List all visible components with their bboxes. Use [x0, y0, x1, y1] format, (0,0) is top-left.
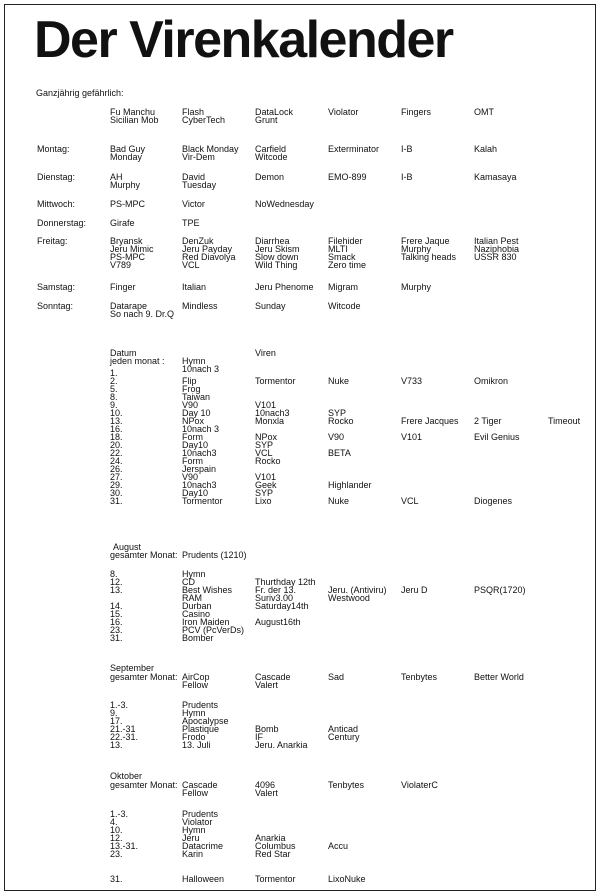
weekday-label: Sonntag: — [37, 301, 74, 311]
virus-name: Red Diavolya — [182, 252, 236, 262]
whole-month-value: Prudents (1210) — [182, 550, 247, 560]
virus-name: Bomber — [182, 633, 214, 643]
month-name: Oktober — [110, 771, 143, 781]
virus-name: Frog — [182, 384, 201, 394]
weekday-label: Mittwoch: — [37, 199, 76, 209]
virus-name: Witcode — [255, 152, 288, 162]
virus-name: 10nach3 — [255, 408, 290, 418]
virus-name: Evil Genius — [474, 432, 520, 442]
virus-name: Witcode — [328, 301, 361, 311]
whole-month-label: gesamter Monat: — [110, 780, 178, 790]
virus-name: Jeru D — [401, 585, 428, 595]
virus-name: Karin — [182, 849, 204, 859]
virus-name: Hymn — [182, 569, 206, 579]
virus-name: Durban — [182, 601, 212, 611]
virus-name: Day10 — [182, 440, 209, 450]
virus-name: Italian — [182, 282, 207, 292]
virus-name: Murphy — [401, 282, 432, 292]
virus-name: Fellow — [182, 788, 209, 798]
virus-name: Flash — [182, 107, 205, 117]
month-name: September — [110, 663, 155, 673]
virus-name: Jeru Phenome — [255, 282, 314, 292]
virus-name: PSQR(1720) — [474, 585, 526, 595]
day-number: 9. — [110, 400, 118, 410]
virus-name: Day 10 — [182, 408, 211, 418]
day-number: 12. — [110, 833, 123, 843]
day-number: 13. — [110, 416, 123, 426]
virus-name: Black Monday — [182, 144, 239, 154]
day-number: 18. — [110, 432, 123, 442]
day-number: 8. — [110, 392, 118, 402]
virus-name: Slow down — [255, 252, 299, 262]
virus-name: Zero time — [328, 260, 367, 270]
virus-name: Westwood — [328, 593, 370, 603]
virus-name: LixoNuke — [328, 874, 366, 884]
day-number: 16. — [110, 424, 123, 434]
page-border — [4, 4, 596, 891]
weekday-label: Montag: — [37, 144, 70, 154]
virus-name: V90 — [182, 472, 199, 482]
day-number: 30. — [110, 488, 123, 498]
virus-name: V101 — [255, 472, 277, 482]
virus-name: So nach 9. Dr.Q — [110, 309, 175, 319]
virus-name: Taiwan — [182, 392, 211, 402]
virus-name: Geek — [255, 480, 277, 490]
virus-name: VCL — [401, 496, 419, 506]
virus-name: Fr. der 13. — [255, 585, 297, 595]
virus-name: Tenbytes — [328, 780, 365, 790]
virus-name: ViolaterC — [401, 780, 438, 790]
virus-name: VCL — [255, 448, 273, 458]
virus-name: Jerspain — [182, 464, 217, 474]
virus-name: NPox — [182, 416, 205, 426]
virus-name: Casino — [182, 609, 211, 619]
virus-name: Omikron — [474, 376, 509, 386]
virus-name: Italian Pest — [474, 236, 519, 246]
weekday-label: Freitag: — [37, 236, 68, 246]
day-number: 27. — [110, 472, 123, 482]
virus-name: Tenbytes — [401, 672, 438, 682]
virus-name: Century — [328, 732, 360, 742]
virus-name: Anarkia — [255, 833, 286, 843]
virus-name: IF — [255, 732, 263, 742]
virus-name: Jeru Payday — [182, 244, 233, 254]
virus-name: 4096 — [255, 780, 276, 790]
virus-name: Smack — [328, 252, 356, 262]
virus-name: David — [182, 172, 206, 182]
virus-name: Jeru. (Antiviru) — [328, 585, 387, 595]
virus-name: RAM — [182, 593, 202, 603]
virus-name: Iron Maiden — [182, 617, 230, 627]
virus-name: OMT — [474, 107, 494, 117]
virus-name: Valert — [255, 680, 278, 690]
virus-name: Fu Manchu — [110, 107, 156, 117]
virus-name: Nuke — [328, 376, 350, 386]
day-number: 2. — [110, 376, 118, 386]
virus-name: 10nach3 — [182, 448, 217, 458]
virus-name: SYP — [255, 488, 274, 498]
virus-name: Nuke — [328, 496, 350, 506]
virus-name: Jeru Mimic — [110, 244, 154, 254]
virus-name: Flip — [182, 376, 197, 386]
day-number: 13.-31. — [110, 841, 139, 851]
virus-name: 2 Tiger — [474, 416, 502, 426]
day-number: 13. — [110, 740, 123, 750]
virus-name: CD — [182, 577, 195, 587]
virus-name: Bomb — [255, 724, 279, 734]
day-number: 21.-31 — [110, 724, 136, 734]
virus-name: Halloween — [182, 874, 225, 884]
virus-name: Saturday14th — [255, 601, 309, 611]
day-number: 29. — [110, 480, 123, 490]
virus-name: Frere Jacques — [401, 416, 459, 426]
virus-name: Sunday — [255, 301, 286, 311]
virus-name: Accu — [328, 841, 349, 851]
virus-name: Tormentor — [182, 496, 223, 506]
day-number: 14. — [110, 601, 123, 611]
page-title: Der Virenkalender — [34, 11, 453, 69]
virus-name: Rocko — [255, 456, 281, 466]
virus-name: V90 — [182, 400, 199, 410]
virus-name: Hymn — [182, 708, 206, 718]
day-number: 23. — [110, 625, 123, 635]
day-number: 23. — [110, 849, 123, 859]
day-number: 31. — [110, 496, 123, 506]
virus-name: 10nach 3 — [182, 364, 220, 374]
virus-name: Red Star — [255, 849, 291, 859]
virus-name: Carfield — [255, 144, 287, 154]
virus-name: Prudents — [182, 700, 219, 710]
day-number: 31. — [110, 633, 123, 643]
virus-name: Filehider — [328, 236, 363, 246]
weekday-label: Dienstag: — [37, 172, 76, 182]
day-number: 12. — [110, 577, 123, 587]
virus-name: Diarrhea — [255, 236, 290, 246]
virus-name: Highlander — [328, 480, 372, 490]
virus-name: 10nach 3 — [182, 424, 220, 434]
virus-name: Plastique — [182, 724, 220, 734]
virus-name: Tormentor — [255, 376, 296, 386]
virus-name: PS-MPC — [110, 252, 146, 262]
virus-name: Murphy — [401, 244, 432, 254]
day-number: 26. — [110, 464, 123, 474]
column-header-datum: Datum — [110, 348, 137, 358]
day-number: 31. — [110, 874, 123, 884]
virus-name: VCL — [182, 260, 200, 270]
virus-name: Demon — [255, 172, 285, 182]
virus-name: SYP — [255, 440, 274, 450]
virus-name: Rocko — [328, 416, 354, 426]
virus-name: Mindless — [182, 301, 218, 311]
virus-name: Tuesday — [182, 180, 217, 190]
virus-name: Lixo — [255, 496, 272, 506]
day-number: 17. — [110, 716, 123, 726]
whole-month-label: gesamter Monat: — [110, 550, 178, 560]
virus-name: Anticad — [328, 724, 359, 734]
day-number: 5. — [110, 384, 118, 394]
virus-name: V101 — [255, 400, 277, 410]
virus-name: I-B — [401, 144, 413, 154]
virus-name: AH — [110, 172, 123, 182]
page-subtitle: Ganzjährig gefährlich: — [36, 88, 124, 98]
virus-name: Cascade — [182, 780, 218, 790]
virus-name: PS-MPC — [110, 199, 146, 209]
day-number: 15. — [110, 609, 123, 619]
virus-name: USSR 830 — [474, 252, 517, 262]
weekday-label: Samstag: — [37, 282, 76, 292]
virus-name: DataLock — [255, 107, 294, 117]
virus-name: I-B — [401, 172, 413, 182]
virus-name: V733 — [401, 376, 423, 386]
virus-name: EMO-899 — [328, 172, 367, 182]
virus-name: Talking heads — [401, 252, 457, 262]
virus-name: Finger — [110, 282, 136, 292]
virus-name: Columbus — [255, 841, 296, 851]
virus-name: Kalah — [474, 144, 498, 154]
day-number: 1.-3. — [110, 700, 129, 710]
virus-name: Sicilian Mob — [110, 115, 159, 125]
virus-name: Day10 — [182, 488, 209, 498]
virus-name: Fingers — [401, 107, 432, 117]
virus-name: Tormentor — [255, 874, 296, 884]
virus-name: Form — [182, 456, 203, 466]
virus-name: Form — [182, 432, 203, 442]
virus-name: Thurthday 12th — [255, 577, 316, 587]
virus-name: DenZuk — [182, 236, 214, 246]
day-number: 4. — [110, 817, 118, 827]
virus-name: Jeru Skism — [255, 244, 300, 254]
virus-name: Hymn — [182, 825, 206, 835]
virus-name: Frere Jaque — [401, 236, 450, 246]
virus-name: V90 — [328, 432, 345, 442]
virus-name: Frodo — [182, 732, 206, 742]
virus-name: BETA — [328, 448, 351, 458]
day-number: 10. — [110, 825, 123, 835]
virus-name: Exterminator — [328, 144, 380, 154]
virus-name: NoWednesday — [255, 199, 314, 209]
column-header-viren: Viren — [255, 348, 276, 358]
virus-name: NPox — [255, 432, 278, 442]
day-number: 24. — [110, 456, 123, 466]
weekday-label: Donnerstag: — [37, 218, 87, 228]
virus-name: 13. Juli — [182, 740, 211, 750]
day-number: 13. — [110, 585, 123, 595]
virus-name: Better World — [474, 672, 524, 682]
virus-name: Monxla — [255, 416, 285, 426]
virus-name: Vir-Dem — [182, 152, 215, 162]
virus-name: Valert — [255, 788, 278, 798]
day-number: 1.-3. — [110, 809, 129, 819]
virus-name: Prudents — [182, 809, 219, 819]
virus-name: TPE — [182, 218, 200, 228]
virus-name: Murphy — [110, 180, 141, 190]
virus-name: Suriv3.00 — [255, 593, 294, 603]
virus-name: Violator — [182, 817, 213, 827]
virus-name: Datacrime — [182, 841, 224, 851]
day-number: 20. — [110, 440, 123, 450]
virus-name: Hymn — [182, 356, 206, 366]
virus-name: Datarape — [110, 301, 148, 311]
virus-name: Bryansk — [110, 236, 143, 246]
virus-name: Naziphobia — [474, 244, 520, 254]
virus-name: V101 — [401, 432, 423, 442]
day-number: 22.-31. — [110, 732, 139, 742]
virus-name: Bad Guy — [110, 144, 146, 154]
virus-name: Jeru — [182, 833, 200, 843]
virus-name: Cascade — [255, 672, 291, 682]
day-number: 1. — [110, 368, 118, 378]
virus-name: AirCop — [182, 672, 210, 682]
virus-name: Best Wishes — [182, 585, 233, 595]
month-name: August — [113, 542, 142, 552]
virus-name: PCV (PcVerDs) — [182, 625, 245, 635]
day-number: 8. — [110, 569, 118, 579]
day-number: 16. — [110, 617, 123, 627]
whole-month-label: gesamter Monat: — [110, 672, 178, 682]
virus-name: Fellow — [182, 680, 209, 690]
virus-name: Violator — [328, 107, 359, 117]
virus-name: Wild Thing — [255, 260, 298, 270]
virus-name: Jeru. Anarkia — [255, 740, 308, 750]
day-number: 22. — [110, 448, 123, 458]
virus-name: Kamasaya — [474, 172, 517, 182]
column-header-jeden-monat: jeden monat : — [110, 356, 165, 366]
virus-name: V789 — [110, 260, 132, 270]
virus-name: Sad — [328, 672, 345, 682]
virus-name: Victor — [182, 199, 205, 209]
virus-name: Monday — [110, 152, 143, 162]
virus-name: MLTI — [328, 244, 348, 254]
day-number: 9. — [110, 708, 118, 718]
virus-name: CyberTech — [182, 115, 226, 125]
day-number: 10. — [110, 408, 123, 418]
virus-name: Diogenes — [474, 496, 513, 506]
virus-name: Grunt — [255, 115, 278, 125]
virus-name: Migram — [328, 282, 359, 292]
virus-name: August16th — [255, 617, 301, 627]
virus-name: 10nach3 — [182, 480, 217, 490]
virus-name: Timeout — [548, 416, 581, 426]
virus-name: Girafe — [110, 218, 135, 228]
virus-name: SYP — [328, 408, 347, 418]
virus-name: Apocalypse — [182, 716, 229, 726]
